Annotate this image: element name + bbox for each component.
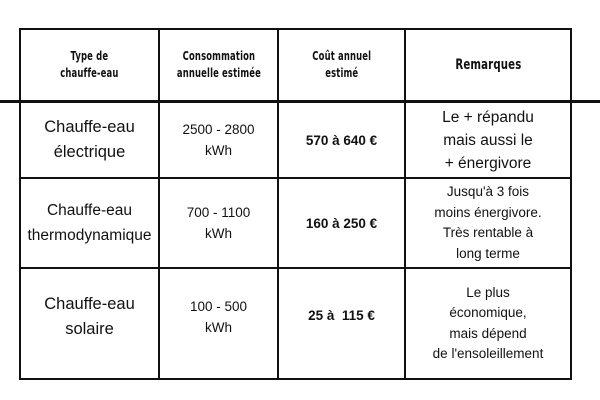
row-2-type-line1: Chauffe-eau (46, 202, 132, 219)
row-3-consumption-unit: kWh (204, 319, 232, 335)
row-2-consumption (160, 179, 277, 267)
header-type (21, 30, 158, 100)
row-3-remarks-line4: de l'ensoleillement (432, 346, 544, 361)
header-consumption (160, 30, 277, 100)
row-1-remarks-line1: Le + répandu (442, 108, 534, 126)
row-1-remarks (406, 103, 570, 177)
row-2-cost-value: 160 à 250 € (305, 215, 378, 231)
header-cost (279, 30, 404, 100)
row-2-remarks (406, 179, 570, 267)
header-consumption-line1: Consommation (182, 49, 255, 63)
row-1-consumption (160, 103, 277, 177)
row-2-remarks-line2: moins énergivore. (434, 204, 542, 220)
row-3-remarks-line3: mais dépend (449, 325, 527, 341)
row-1-consumption-range: 2500 - 2800 (182, 122, 255, 137)
row-2-remarks-line1: Jusqu'à 3 fois (446, 184, 530, 199)
row-3-cost-value: 25 à 115 € (308, 308, 375, 323)
row-3-remarks-line1: Le plus (466, 284, 510, 300)
row-3-remarks-line2: économique, (449, 305, 527, 320)
header-consumption-line2: annuelle estimée (176, 66, 261, 80)
row-3-consumption-range: 100 - 500 (189, 298, 248, 314)
row-2-type (21, 179, 158, 267)
row-1-type-line2: électrique (53, 143, 126, 161)
header-remarks-label: Remarques (454, 57, 522, 73)
row-2-type-line2: thermodynamique (27, 227, 152, 244)
header-cost-line1: Coût annuel (312, 49, 371, 63)
header-cost-line2: estimé (324, 66, 359, 80)
row-3-cost (279, 269, 404, 378)
row-2-cost (279, 179, 404, 267)
row-2-consumption-unit: kWh (205, 226, 232, 241)
row-1-remarks-line2: mais aussi le (443, 131, 533, 149)
row-1-consumption-unit: kWh (205, 143, 232, 158)
row-3-type (21, 269, 158, 378)
row-3-type-line2: solaire (65, 319, 114, 338)
header-remarks (406, 30, 570, 100)
row-2-remarks-line3: Très rentable à (442, 225, 534, 240)
row-1-type-line1: Chauffe-eau (44, 118, 135, 136)
row-3-remarks (406, 269, 570, 378)
row-1-cost-value: 570 à 640 € (305, 132, 378, 148)
row-2-consumption-range: 700 - 1100 (186, 205, 251, 220)
header-type-line2: chauffe-eau (60, 66, 119, 80)
row-1-cost (279, 103, 404, 177)
row-1-type (21, 103, 158, 177)
row-3-type-line1: Chauffe-eau (44, 294, 135, 313)
header-type-line1: Type de (70, 49, 109, 63)
row-3-consumption (160, 269, 277, 378)
row-2-remarks-line4: long terme (456, 245, 520, 261)
row-1-remarks-line3: + énergivore (444, 154, 532, 172)
